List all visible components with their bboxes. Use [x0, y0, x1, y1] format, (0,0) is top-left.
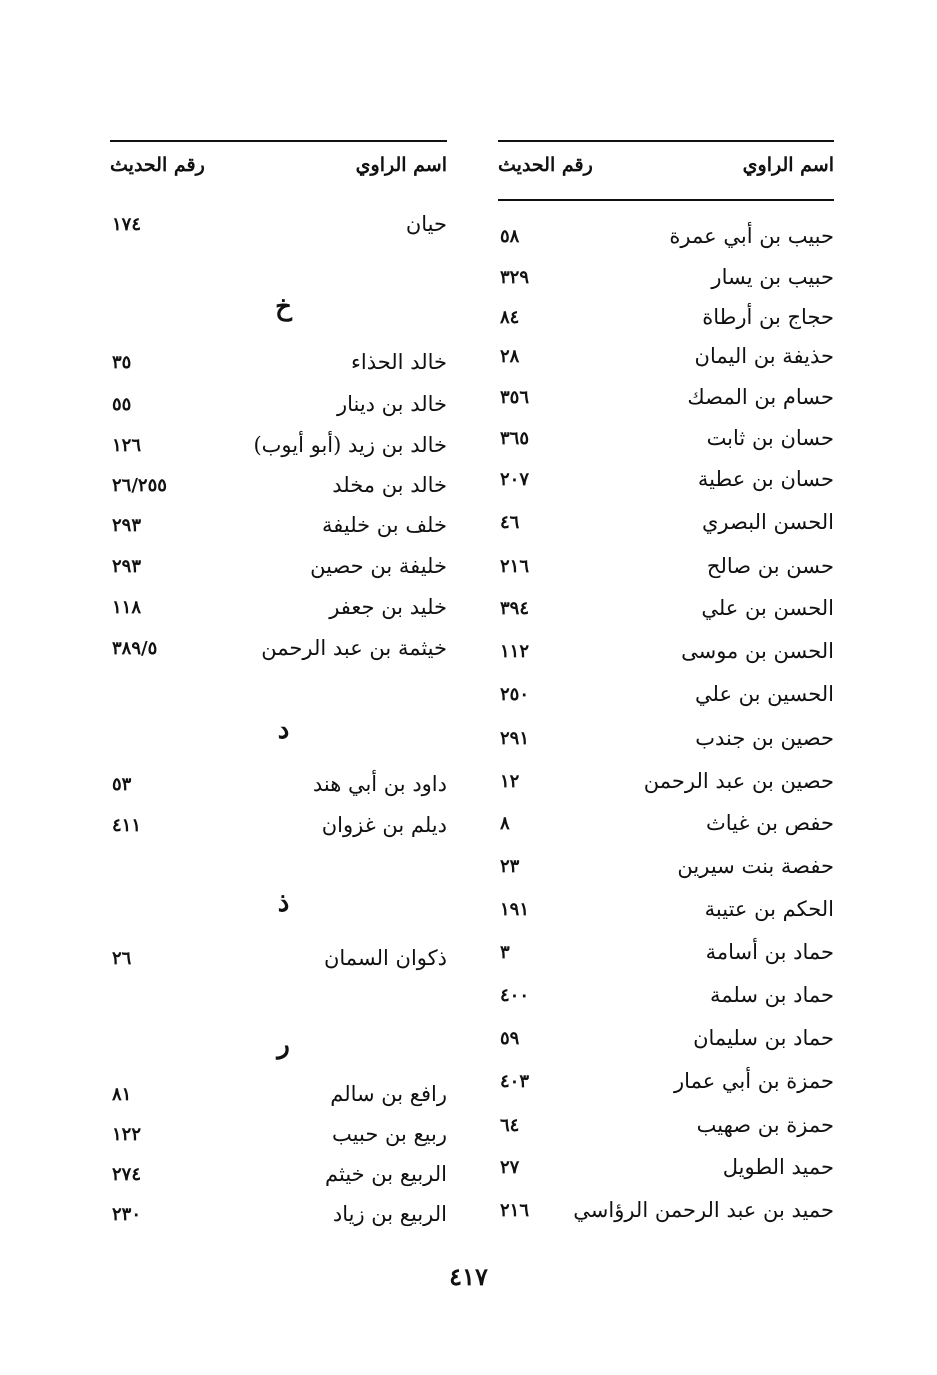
hadith-number: ٣٥: [112, 352, 132, 373]
narrator-name: حفصة بنت سيرين: [677, 854, 834, 878]
narrator-name: الحسن بن علي: [701, 596, 834, 620]
narrator-name: حمزة بن أبي عمار: [674, 1069, 834, 1093]
hadith-number: ٨١: [112, 1084, 132, 1105]
hadith-number: ٥٥: [112, 394, 132, 415]
hadith-number: ٥٩: [500, 1028, 520, 1049]
index-entry: [498, 463, 834, 499]
index-entry: [498, 807, 834, 843]
index-entry: [110, 768, 447, 804]
index-entry: [498, 422, 834, 458]
index-entry: [110, 388, 447, 424]
index-entry: [110, 1198, 447, 1234]
index-entry: [498, 340, 834, 376]
index-entry: [498, 765, 834, 801]
hadith-number: ٢١٦: [500, 556, 530, 577]
section-letter-ra: ر: [277, 1030, 290, 1060]
narrator-name: حمزة بن صهيب: [696, 1113, 834, 1137]
narrator-name: حماد بن سليمان: [693, 1026, 834, 1050]
hadith-number: ٢٩٣: [112, 556, 142, 577]
narrator-name: خليد بن جعفر: [329, 595, 447, 619]
hadith-number: ٢٦/٢٥٥: [112, 475, 167, 496]
hadith-number: ٢٨: [500, 346, 520, 367]
page-number: ٤١٧: [449, 1262, 488, 1291]
narrator-name: حميد بن عبد الرحمن الرؤاسي: [573, 1198, 834, 1222]
narrator-name: خالد بن دينار: [336, 392, 447, 416]
index-entry: [498, 850, 834, 886]
index-entry: [498, 261, 834, 297]
hadith-number: ٢٧٤: [112, 1164, 142, 1185]
hadith-number: ٣٩٤: [500, 598, 530, 619]
header-bottom-rule: [498, 199, 834, 201]
hadith-number: ٢٦: [112, 948, 132, 969]
index-entry: [498, 1065, 834, 1101]
narrator-name: خليفة بن حصين: [310, 554, 447, 578]
narrator-name: حسان بن ثابت: [706, 426, 834, 450]
index-entry: [110, 509, 447, 545]
narrator-name: حذيفة بن اليمان: [694, 344, 834, 368]
index-entry: [110, 1158, 447, 1194]
hadith-number: ٥٨: [500, 226, 520, 247]
hadith-number: ٢١٦: [500, 1200, 530, 1221]
index-entry: [498, 635, 834, 671]
narrator-name: حجاج بن أرطاة: [702, 305, 834, 329]
narrator-name: الحكم بن عتيبة: [704, 897, 834, 921]
narrator-name: حصين بن عبد الرحمن: [643, 769, 834, 793]
narrator-name-header: اسم الراوي: [355, 154, 447, 176]
narrator-name: حبيب بن أبي عمرة: [669, 224, 834, 248]
index-entry: [110, 429, 447, 465]
hadith-number-header: رقم الحديث: [110, 154, 205, 176]
index-entry: [498, 678, 834, 714]
index-entry: [498, 1109, 834, 1145]
index-entry: [498, 1022, 834, 1058]
index-entry: [110, 942, 447, 978]
narrator-name: رافع بن سالم: [330, 1082, 447, 1106]
index-entry: [110, 346, 447, 382]
narrator-name: الربيع بن خيثم: [325, 1162, 447, 1186]
index-entry: [498, 1151, 834, 1187]
hadith-number: ١١٢: [500, 641, 530, 662]
narrator-name-header: اسم الراوي: [742, 154, 834, 176]
narrator-name: ديلم بن غزوان: [321, 813, 447, 837]
left-index-column: [110, 0, 447, 1260]
narrator-name: ذكوان السمان: [323, 946, 447, 970]
hadith-number: ١٢٦: [112, 435, 142, 456]
narrator-name: خالد بن زيد (أبو أيوب): [253, 433, 447, 457]
narrator-name: حسن بن صالح: [706, 554, 834, 578]
narrator-name: حصين بن جندب: [695, 726, 834, 750]
narrator-name: الحسن البصري: [702, 510, 834, 534]
hadith-number: ١٢٢: [112, 1124, 142, 1145]
index-entry: [498, 979, 834, 1015]
narrator-name: حسان بن عطية: [697, 467, 834, 491]
index-entry: [498, 381, 834, 417]
hadith-number: ٣٨٩/٥: [112, 638, 158, 659]
hadith-number: ٢٠٧: [500, 469, 530, 490]
narrator-name: خيثمة بن عبد الرحمن: [261, 636, 447, 660]
narrator-name: حميد الطويل: [722, 1155, 834, 1179]
index-entry: [110, 1078, 447, 1114]
narrator-name: خالد الحذاء: [351, 350, 447, 374]
hadith-number: ١٢: [500, 771, 520, 792]
index-entry: [110, 809, 447, 845]
index-entry: [110, 469, 447, 505]
hadith-number: ٦٤: [500, 1115, 520, 1136]
narrator-name: الحسن بن موسى: [681, 639, 834, 663]
hadith-number: ٤٠٣: [500, 1071, 530, 1092]
index-entry: [498, 506, 834, 542]
narrator-name: حماد بن سلمة: [709, 983, 834, 1007]
index-entry: [110, 1118, 447, 1154]
index-entry: [498, 592, 834, 628]
hadith-number: ٢٣٠: [112, 1204, 142, 1225]
index-entry: [498, 893, 834, 929]
narrator-name: حسام بن المصك: [687, 385, 834, 409]
column-header: [498, 148, 834, 188]
hadith-number: ٣٦٥: [500, 428, 530, 449]
hadith-number: ٢٩١: [500, 728, 530, 749]
hadith-number: ٨: [500, 813, 510, 834]
narrator-name: الربيع بن زياد: [332, 1202, 447, 1226]
narrator-name: ربيع بن حبيب: [332, 1122, 447, 1146]
hadith-number: ٢٣: [500, 856, 520, 877]
index-entry: [498, 550, 834, 586]
narrator-name: حفص بن غياث: [706, 811, 834, 835]
hadith-number: ٢٩٣: [112, 515, 142, 536]
index-entry: [110, 208, 447, 244]
hadith-number: ٤١١: [112, 815, 142, 836]
index-entry: [110, 632, 447, 668]
column-header: [110, 148, 447, 188]
hadith-number: ٣: [500, 942, 510, 963]
section-letter-dal: د: [277, 715, 290, 745]
narrator-name: خلف بن خليفة: [321, 513, 447, 537]
narrator-name: خالد بن مخلد: [332, 473, 447, 497]
index-entry: [498, 220, 834, 256]
hadith-number: ٣٥٦: [500, 387, 530, 408]
hadith-number: ٨٤: [500, 307, 520, 328]
hadith-number: ٣٢٩: [500, 267, 530, 288]
narrator-name: الحسين بن علي: [694, 682, 834, 706]
section-letter-dhal: ذ: [277, 888, 290, 918]
hadith-number: ٤٦: [500, 512, 520, 533]
index-entry: [498, 936, 834, 972]
narrator-name: حماد بن أسامة: [705, 940, 834, 964]
hadith-number: ٤٠٠: [500, 985, 530, 1006]
index-entry: [498, 301, 834, 337]
hadith-number: ٥٣: [112, 774, 132, 795]
hadith-number-header: رقم الحديث: [498, 154, 593, 176]
header-top-rule: [110, 140, 447, 142]
right-index-column: [498, 0, 834, 1260]
index-entry: [498, 722, 834, 758]
index-entry: [110, 591, 447, 627]
section-letter-kha: خ: [275, 292, 292, 322]
hadith-number: ١٩١: [500, 899, 530, 920]
hadith-number: ٢٧: [500, 1157, 520, 1178]
narrator-name: حيان: [405, 212, 447, 236]
hadith-number: ١١٨: [112, 597, 142, 618]
index-entry: [498, 1194, 834, 1230]
header-top-rule: [498, 140, 834, 142]
hadith-number: ١٧٤: [112, 214, 142, 235]
narrator-name: داود بن أبي هند: [312, 772, 447, 796]
index-entry: [110, 550, 447, 586]
hadith-number: ٢٥٠: [500, 684, 530, 705]
narrator-name: حبيب بن يسار: [711, 265, 834, 289]
